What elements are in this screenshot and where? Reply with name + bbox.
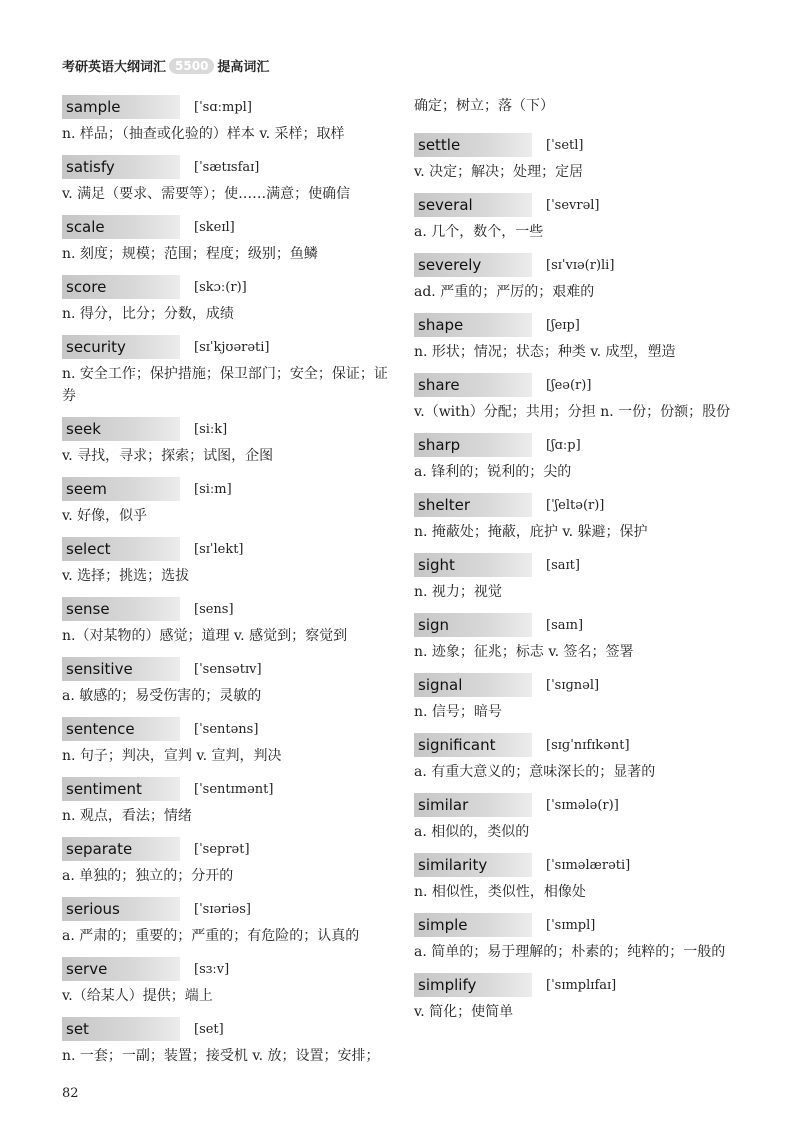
vocab-entry	[62, 837, 392, 887]
entry-head	[62, 477, 392, 501]
entry-definition: a. 锋利的；锐利的；尖的	[414, 464, 572, 480]
entry-phonetic: [ˈsɑːmpl]	[194, 99, 252, 115]
entry-head	[62, 717, 392, 741]
entry-head	[414, 373, 744, 397]
entry-phonetic: [ˈsentəns]	[194, 721, 259, 737]
entry-head	[62, 597, 392, 621]
header-subtitle: 提高词汇	[217, 60, 270, 75]
entry-phonetic: [saɪn]	[546, 617, 584, 633]
vocab-entry	[62, 477, 392, 527]
entry-phonetic: [ˈsentɪmənt]	[194, 781, 274, 797]
vocab-entry	[414, 793, 744, 843]
entry-head	[62, 275, 392, 299]
entry-head	[62, 155, 392, 179]
entry-word: sentiment	[62, 777, 180, 801]
vocab-entry	[62, 1017, 392, 1067]
vocab-entry	[62, 897, 392, 947]
entry-head	[414, 193, 744, 217]
vocab-entry	[62, 957, 392, 1007]
entry-definition: n. 信号；暗号	[414, 704, 502, 720]
entry-phonetic: [ʃeɪp]	[546, 317, 580, 333]
entry-word: select	[62, 537, 180, 561]
entry-definition: a. 相似的，类似的	[414, 824, 530, 840]
entry-word: serve	[62, 957, 180, 981]
entry-word: sensitive	[62, 657, 180, 681]
entry-phonetic: [saɪt]	[546, 557, 580, 573]
entry-word: signal	[414, 673, 532, 697]
vocab-entry	[414, 913, 744, 963]
entry-phonetic: [siːm]	[194, 481, 232, 497]
entry-phonetic: [ˈsɪɡnəl]	[546, 677, 600, 693]
vocab-entry	[62, 537, 392, 587]
entry-head	[62, 657, 392, 681]
entry-word: settle	[414, 133, 532, 157]
entry-word: scale	[62, 215, 180, 239]
entry-word: sign	[414, 613, 532, 637]
entry-definition: v. 寻找，寻求；探索；试图，企图	[62, 448, 274, 464]
entry-word: satisfy	[62, 155, 180, 179]
entry-word: separate	[62, 837, 180, 861]
entry-head	[414, 973, 744, 997]
entry-phonetic: [ˈseprət]	[194, 841, 250, 857]
vocab-entry	[414, 613, 744, 663]
entry-definition: a. 简单的；易于理解的；朴素的；纯粹的；一般的	[414, 944, 726, 960]
entry-head	[414, 133, 744, 157]
vocab-entry	[62, 275, 392, 325]
header-badge: 5500	[169, 58, 214, 74]
entry-phonetic: [sɪɡˈnɪfɪkənt]	[546, 737, 630, 753]
entry-definition: v. 决定；解决；处理；定居	[414, 164, 584, 180]
entry-phonetic: [skeɪl]	[194, 219, 235, 235]
entry-phonetic: [ˈsɪmpl]	[546, 917, 596, 933]
vocab-entry	[62, 777, 392, 827]
entry-head	[62, 95, 392, 119]
entry-head	[414, 493, 744, 517]
entry-head	[62, 837, 392, 861]
entry-word: sentence	[62, 717, 180, 741]
left-column	[62, 95, 392, 1077]
vocab-entry	[62, 597, 392, 647]
entry-head	[414, 853, 744, 877]
entry-phonetic: [skɔː(r)]	[194, 279, 247, 295]
vocab-entry	[414, 493, 744, 543]
vocab-entry	[62, 417, 392, 467]
entry-phonetic: [ˈsevrəl]	[546, 197, 600, 213]
entry-definition: a. 有重大意义的；意味深长的；显著的	[414, 764, 656, 780]
entry-definition: a. 单独的；独立的；分开的	[62, 868, 234, 884]
entry-head	[414, 913, 744, 937]
vocab-entry	[62, 335, 392, 407]
entry-definition: n. 迹象；征兆；标志 v. 签名；签署	[414, 644, 634, 660]
entry-head	[414, 253, 744, 277]
entry-phonetic: [sɜːv]	[194, 961, 230, 977]
entry-phonetic: [ˈsɪməlærəti]	[546, 857, 631, 873]
entry-word: sample	[62, 95, 180, 119]
vocab-entry	[414, 253, 744, 303]
entry-definition: n. 句子；判决，宣判 v. 宣判，判决	[62, 748, 282, 764]
entry-word: several	[414, 193, 532, 217]
vocab-entry	[414, 193, 744, 243]
entry-phonetic: [siːk]	[194, 421, 228, 437]
entry-definition: n. 形状；情况；状态；种类 v. 成型，塑造	[414, 344, 676, 360]
entry-phonetic: [sɪˈkjʊərəti]	[194, 339, 270, 355]
entry-definition: n. 视力；视觉	[414, 584, 502, 600]
entry-definition: n. 得分，比分；分数，成绩	[62, 306, 234, 322]
entry-definition: v.（with）分配；共用；分担 n. 一份；份额；股份	[414, 404, 731, 420]
entry-head	[414, 553, 744, 577]
entry-definition: n. 掩蔽处；掩蔽，庇护 v. 躲避；保护	[414, 524, 648, 540]
entry-head	[62, 777, 392, 801]
vocab-entry	[414, 373, 744, 423]
right-column-entries	[414, 133, 744, 1023]
entry-head	[62, 957, 392, 981]
entry-head	[414, 793, 744, 817]
entry-phonetic: [ˈsɪmələ(r)]	[546, 797, 619, 813]
entry-definition: a. 几个，数个，一些	[414, 224, 544, 240]
vocab-entry	[414, 973, 744, 1023]
entry-definition: a. 敏感的；易受伤害的；灵敏的	[62, 688, 262, 704]
vocab-entry	[414, 133, 744, 183]
entry-definition: v. 好像，似乎	[62, 508, 148, 524]
vocab-entry	[62, 95, 392, 145]
entry-phonetic: [ˈsɪəriəs]	[194, 901, 251, 917]
entry-phonetic: [sens]	[194, 601, 234, 617]
entry-word: sharp	[414, 433, 532, 457]
entry-definition: n.（对某物的）感觉；道理 v. 感觉到；察觉到	[62, 628, 348, 644]
entry-head	[414, 733, 744, 757]
entry-head	[62, 215, 392, 239]
vocab-entry	[62, 717, 392, 767]
page-number: 82	[62, 1086, 79, 1101]
entry-phonetic: [sɪˈlekt]	[194, 541, 244, 557]
entry-head	[414, 613, 744, 637]
entry-word: shape	[414, 313, 532, 337]
vocab-entry	[414, 733, 744, 783]
entry-definition: v.（给某人）提供；端上	[62, 988, 213, 1004]
entry-definition: n. 安全工作；保护措施；保卫部门；安全；保证；证券	[62, 366, 388, 404]
entry-word: significant	[414, 733, 532, 757]
entry-word: similar	[414, 793, 532, 817]
vocab-entry	[414, 433, 744, 483]
vocab-entry	[62, 657, 392, 707]
entry-word: shelter	[414, 493, 532, 517]
vocab-entry	[414, 313, 744, 363]
entry-definition: n. 刻度；规模；范围；程度；级别；鱼鳞	[62, 246, 318, 262]
entry-definition: ad. 严重的；严厉的；艰难的	[414, 284, 595, 300]
entry-phonetic: [set]	[194, 1021, 224, 1037]
entry-word: seek	[62, 417, 180, 441]
entry-head	[414, 673, 744, 697]
entry-head	[414, 313, 744, 337]
vocab-entry	[414, 853, 744, 903]
entry-definition: v. 选择；挑选；选拔	[62, 568, 190, 584]
entry-word: set	[62, 1017, 180, 1041]
entry-head	[62, 417, 392, 441]
entry-head	[62, 1017, 392, 1041]
header-title: 考研英语大纲词汇	[62, 60, 167, 75]
vocab-entry	[414, 673, 744, 723]
entry-word: share	[414, 373, 532, 397]
entry-head	[414, 433, 744, 457]
page-header	[62, 56, 269, 75]
vocab-entry	[414, 553, 744, 603]
entry-phonetic: [ʃeə(r)]	[546, 377, 592, 393]
entry-word: severely	[414, 253, 532, 277]
entry-phonetic: [ˈsensətɪv]	[194, 661, 262, 677]
vocab-entry	[62, 155, 392, 205]
vocab-entry	[62, 215, 392, 265]
entry-word: seem	[62, 477, 180, 501]
entry-definition: v. 简化；使简单	[414, 1004, 514, 1020]
entry-definition: a. 严肃的；重要的；严重的；有危险的；认真的	[62, 928, 360, 944]
right-column	[414, 95, 744, 1033]
entry-head	[62, 897, 392, 921]
entry-word: sense	[62, 597, 180, 621]
entry-word: serious	[62, 897, 180, 921]
continuation-text: 确定；树立；落（下）	[414, 98, 554, 114]
entry-word: score	[62, 275, 180, 299]
entry-phonetic: [ʃɑːp]	[546, 437, 581, 453]
entry-phonetic: [ˈsetl]	[546, 137, 584, 153]
entry-word: security	[62, 335, 180, 359]
entry-word: simplify	[414, 973, 532, 997]
entry-word: simple	[414, 913, 532, 937]
entry-definition: v. 满足（要求、需要等）；使……满意；使确信	[62, 186, 351, 202]
entry-phonetic: [ˈsætɪsfaɪ]	[194, 159, 260, 175]
entry-definition: n. 观点，看法；情绪	[62, 808, 192, 824]
entry-phonetic: [sɪˈvɪə(r)li]	[546, 257, 615, 273]
entry-word: similarity	[414, 853, 532, 877]
entry-phonetic: [ˈsɪmplɪfaɪ]	[546, 977, 617, 993]
entry-definition: n. 相似性，类似性，相像处	[414, 884, 586, 900]
entry-phonetic: [ˈʃeltə(r)]	[546, 497, 605, 513]
entry-head	[62, 335, 392, 359]
entry-definition: n. 样品；（抽查或化验的）样本 v. 采样；取样	[62, 126, 345, 142]
entry-word: sight	[414, 553, 532, 577]
entry-definition: n. 一套；一副；装置；接受机 v. 放；设置；安排；	[62, 1048, 380, 1064]
entry-head	[62, 537, 392, 561]
